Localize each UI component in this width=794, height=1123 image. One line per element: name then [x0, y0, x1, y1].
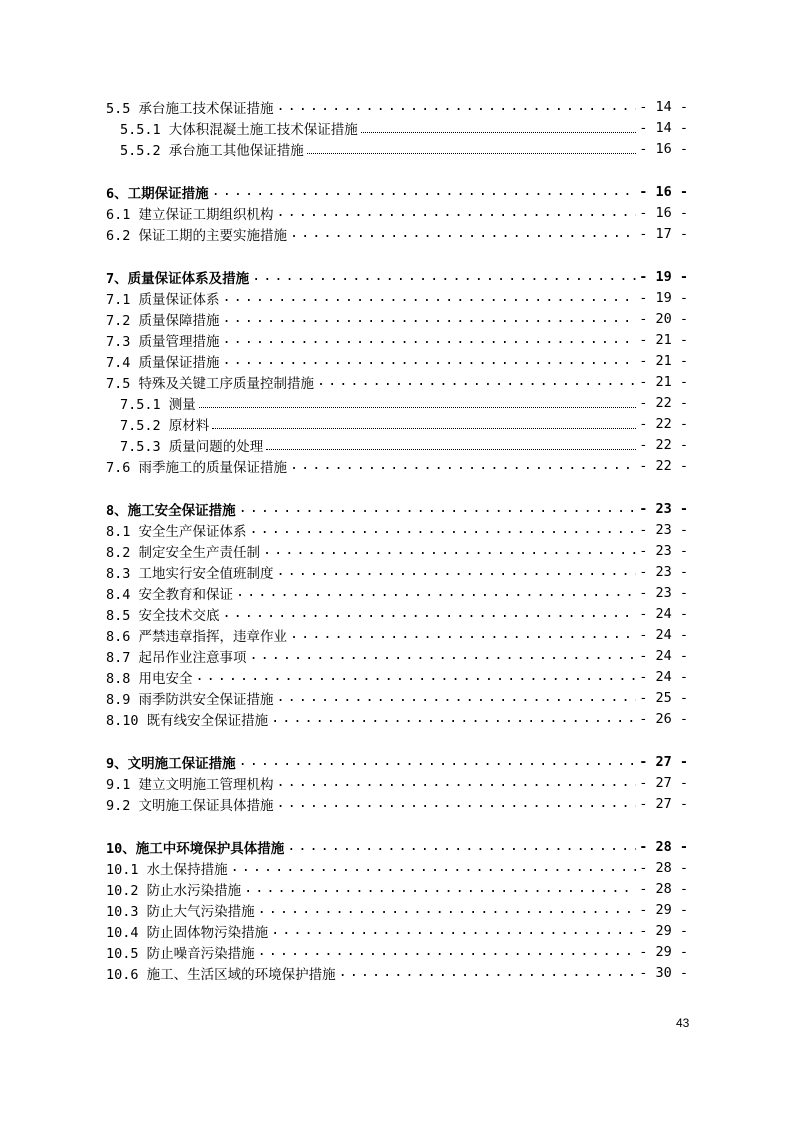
toc-entry-page: - 17 - — [639, 225, 688, 242]
toc-entry[interactable] — [106, 582, 688, 603]
toc-entry-page: - 24 - — [639, 626, 688, 643]
toc-entry[interactable] — [106, 371, 688, 392]
toc-entry-title: 8.1 安全生产保证体系 — [106, 523, 247, 540]
dot-leader — [277, 797, 637, 811]
toc-entry[interactable] — [106, 498, 688, 519]
toc-entry-title: 8.10 既有线安全保证措施 — [106, 712, 269, 729]
toc-group-8 — [106, 498, 688, 729]
dot-leader — [236, 586, 636, 600]
toc-entry-page: - 24 - — [639, 668, 688, 685]
toc-entry-page: - 23 - — [639, 521, 688, 538]
toc-entry-page: - 29 - — [639, 922, 688, 939]
dot-leader — [258, 903, 637, 917]
table-of-contents — [106, 96, 688, 983]
page-number: 43 — [676, 1016, 690, 1030]
dot-leader — [277, 206, 637, 220]
toc-entry[interactable] — [106, 941, 688, 962]
toc-entry-page: - 23 - — [639, 542, 688, 559]
toc-entry-title: 10.6 施工、生活区域的环境保护措施 — [106, 966, 336, 983]
toc-entry[interactable] — [106, 117, 688, 138]
toc-entry-title: 7.3 质量管理措施 — [106, 333, 220, 350]
toc-entry-title: 8.8 用电安全 — [106, 670, 193, 687]
toc-entry-title: 7.6 雨季施工的质量保证措施 — [106, 459, 288, 476]
toc-entry[interactable] — [106, 793, 688, 814]
toc-entry[interactable] — [106, 350, 688, 371]
toc-entry-page: - 23 - — [639, 563, 688, 580]
toc-entry[interactable] — [106, 899, 688, 920]
toc-entry-title: 10、施工中环境保护具体措施 — [106, 840, 285, 857]
toc-entry[interactable] — [106, 540, 688, 561]
dot-leader — [196, 670, 637, 684]
toc-entry-title: 8.9 雨季防洪安全保证措施 — [106, 691, 274, 708]
dot-leader — [252, 270, 636, 284]
toc-entry-page: - 16 - — [639, 183, 688, 200]
toc-entry-page: - 19 - — [639, 289, 688, 306]
toc-entry-title: 7、质量保证体系及措施 — [106, 270, 250, 287]
dot-leader — [277, 776, 637, 790]
toc-group-7 — [106, 266, 688, 476]
toc-entry[interactable] — [106, 329, 688, 350]
dot-leader — [290, 459, 636, 473]
toc-entry-page: - 21 - — [639, 331, 688, 348]
toc-entry-title: 8.2 制定安全生产责任制 — [106, 544, 261, 561]
toc-entry[interactable] — [106, 645, 688, 666]
toc-entry-page: - 27 - — [639, 753, 688, 770]
toc-entry[interactable] — [106, 603, 688, 624]
toc-entry[interactable] — [106, 392, 688, 413]
toc-entry-title: 8、施工安全保证措施 — [106, 502, 236, 519]
dot-leader — [307, 153, 636, 154]
toc-entry-title: 6.2 保证工期的主要实施措施 — [106, 227, 288, 244]
toc-entry[interactable] — [106, 519, 688, 540]
toc-entry-page: - 25 - — [639, 689, 688, 706]
toc-entry-page: - 20 - — [639, 310, 688, 327]
toc-entry-title: 10.3 防止大气污染措施 — [106, 903, 255, 920]
toc-group-10 — [106, 836, 688, 983]
dot-leader — [277, 691, 637, 705]
group-spacer — [106, 729, 688, 751]
toc-entry-title: 6.1 建立保证工期组织机构 — [106, 206, 274, 223]
group-spacer — [106, 159, 688, 181]
dot-leader — [212, 185, 637, 199]
toc-entry[interactable] — [106, 287, 688, 308]
toc-group-9 — [106, 751, 688, 814]
toc-entry-page: - 28 - — [639, 859, 688, 876]
toc-entry-title: 6、工期保证措施 — [106, 185, 209, 202]
toc-entry-page: - 28 - — [639, 838, 688, 855]
toc-entry-page: - 16 - — [639, 140, 688, 157]
toc-entry[interactable] — [106, 223, 688, 244]
toc-entry-title: 5.5.2 承台施工其他保证措施 — [120, 142, 304, 159]
group-spacer — [106, 476, 688, 498]
toc-entry-page: - 23 - — [639, 584, 688, 601]
toc-entry[interactable] — [106, 96, 688, 117]
toc-entry[interactable] — [106, 836, 688, 857]
dot-leader — [271, 924, 636, 938]
dot-leader — [287, 840, 636, 854]
toc-entry-title: 10.1 水土保持措施 — [106, 861, 228, 878]
dot-leader — [277, 100, 637, 114]
toc-entry-title: 8.7 起吊作业注意事项 — [106, 649, 247, 666]
dot-leader — [244, 882, 636, 896]
dot-leader — [223, 312, 637, 326]
toc-entry[interactable] — [106, 751, 688, 772]
toc-entry-title: 7.5.3 质量问题的处理 — [120, 438, 264, 455]
toc-entry-page: - 24 - — [639, 647, 688, 664]
toc-entry-page: - 29 - — [639, 901, 688, 918]
toc-entry[interactable] — [106, 308, 688, 329]
toc-entry-title: 5.5 承台施工技术保证措施 — [106, 100, 274, 117]
toc-entry-title: 10.2 防止水污染措施 — [106, 882, 242, 899]
toc-entry[interactable] — [106, 413, 688, 434]
dot-leader — [212, 428, 636, 429]
toc-entry-page: - 22 - — [639, 436, 688, 453]
toc-entry[interactable] — [106, 561, 688, 582]
dot-leader — [317, 375, 636, 389]
toc-entry-title: 8.3 工地实行安全值班制度 — [106, 565, 274, 582]
toc-entry-title: 7.5.1 测量 — [120, 396, 196, 413]
dot-leader — [223, 607, 637, 621]
toc-entry-title: 8.5 安全技术交底 — [106, 607, 220, 624]
toc-entry-page: - 27 - — [639, 795, 688, 812]
toc-entry-title: 7.4 质量保证措施 — [106, 354, 220, 371]
toc-entry-page: - 22 - — [639, 394, 688, 411]
group-spacer — [106, 814, 688, 836]
toc-entry[interactable] — [106, 266, 688, 287]
toc-entry[interactable] — [106, 962, 688, 983]
toc-entry[interactable] — [106, 920, 688, 941]
dot-leader — [290, 227, 636, 241]
dot-leader — [239, 502, 637, 516]
dot-leader — [361, 132, 636, 133]
toc-group-6 — [106, 181, 688, 244]
toc-entry[interactable] — [106, 181, 688, 202]
toc-entry-page: - 30 - — [639, 964, 688, 981]
toc-entry-title: 7.2 质量保障措施 — [106, 312, 220, 329]
toc-entry-page: - 22 - — [639, 457, 688, 474]
toc-entry-page: - 21 - — [639, 352, 688, 369]
toc-entry-page: - 14 - — [639, 98, 688, 115]
toc-entry-page: - 29 - — [639, 943, 688, 960]
toc-entry-title: 9.2 文明施工保证具体措施 — [106, 797, 274, 814]
toc-entry-title: 7.5 特殊及关键工序质量控制措施 — [106, 375, 315, 392]
toc-entry-page: - 22 - — [639, 415, 688, 432]
toc-entry-title: 9、文明施工保证措施 — [106, 755, 236, 772]
toc-entry[interactable] — [106, 455, 688, 476]
toc-entry-title: 9.1 建立文明施工管理机构 — [106, 776, 274, 793]
toc-entry-page: - 28 - — [639, 880, 688, 897]
toc-entry-title: 7.5.2 原材料 — [120, 417, 210, 434]
toc-entry-title: 7.1 质量保证体系 — [106, 291, 220, 308]
toc-entry[interactable] — [106, 624, 688, 645]
toc-entry[interactable] — [106, 687, 688, 708]
dot-leader — [266, 449, 636, 450]
dot-leader — [223, 354, 637, 368]
dot-leader — [271, 712, 636, 726]
toc-entry-title: 10.4 防止固体物污染措施 — [106, 924, 269, 941]
toc-group-5 — [106, 96, 688, 159]
toc-entry-title: 10.5 防止噪音污染措施 — [106, 945, 255, 962]
toc-entry[interactable] — [106, 666, 688, 687]
toc-entry-title: 8.4 安全教育和保证 — [106, 586, 234, 603]
dot-leader — [239, 755, 637, 769]
toc-entry-page: - 26 - — [639, 710, 688, 727]
dot-leader — [258, 945, 637, 959]
toc-entry[interactable] — [106, 708, 688, 729]
toc-entry-title: 5.5.1 大体积混凝土施工技术保证措施 — [120, 121, 358, 138]
toc-entry[interactable] — [106, 434, 688, 455]
toc-entry[interactable] — [106, 202, 688, 223]
dot-leader — [223, 291, 637, 305]
group-spacer — [106, 244, 688, 266]
toc-entry-page: - 21 - — [639, 373, 688, 390]
dot-leader — [277, 565, 637, 579]
toc-entry[interactable] — [106, 878, 688, 899]
toc-entry[interactable] — [106, 772, 688, 793]
toc-entry-page: - 19 - — [639, 268, 688, 285]
dot-leader — [339, 966, 637, 980]
toc-entry-title: 8.6 严禁违章指挥，违章作业 — [106, 628, 288, 645]
toc-entry-page: - 27 - — [639, 774, 688, 791]
dot-leader — [263, 544, 636, 558]
dot-leader — [250, 523, 637, 537]
toc-entry[interactable] — [106, 138, 688, 159]
toc-entry[interactable] — [106, 857, 688, 878]
dot-leader — [199, 407, 636, 408]
dot-leader — [290, 628, 636, 642]
dot-leader — [250, 649, 637, 663]
toc-entry-page: - 23 - — [639, 500, 688, 517]
toc-entry-page: - 16 - — [639, 204, 688, 221]
toc-entry-page: - 24 - — [639, 605, 688, 622]
dot-leader — [231, 861, 637, 875]
dot-leader — [223, 333, 637, 347]
toc-entry-page: - 14 - — [639, 119, 688, 136]
